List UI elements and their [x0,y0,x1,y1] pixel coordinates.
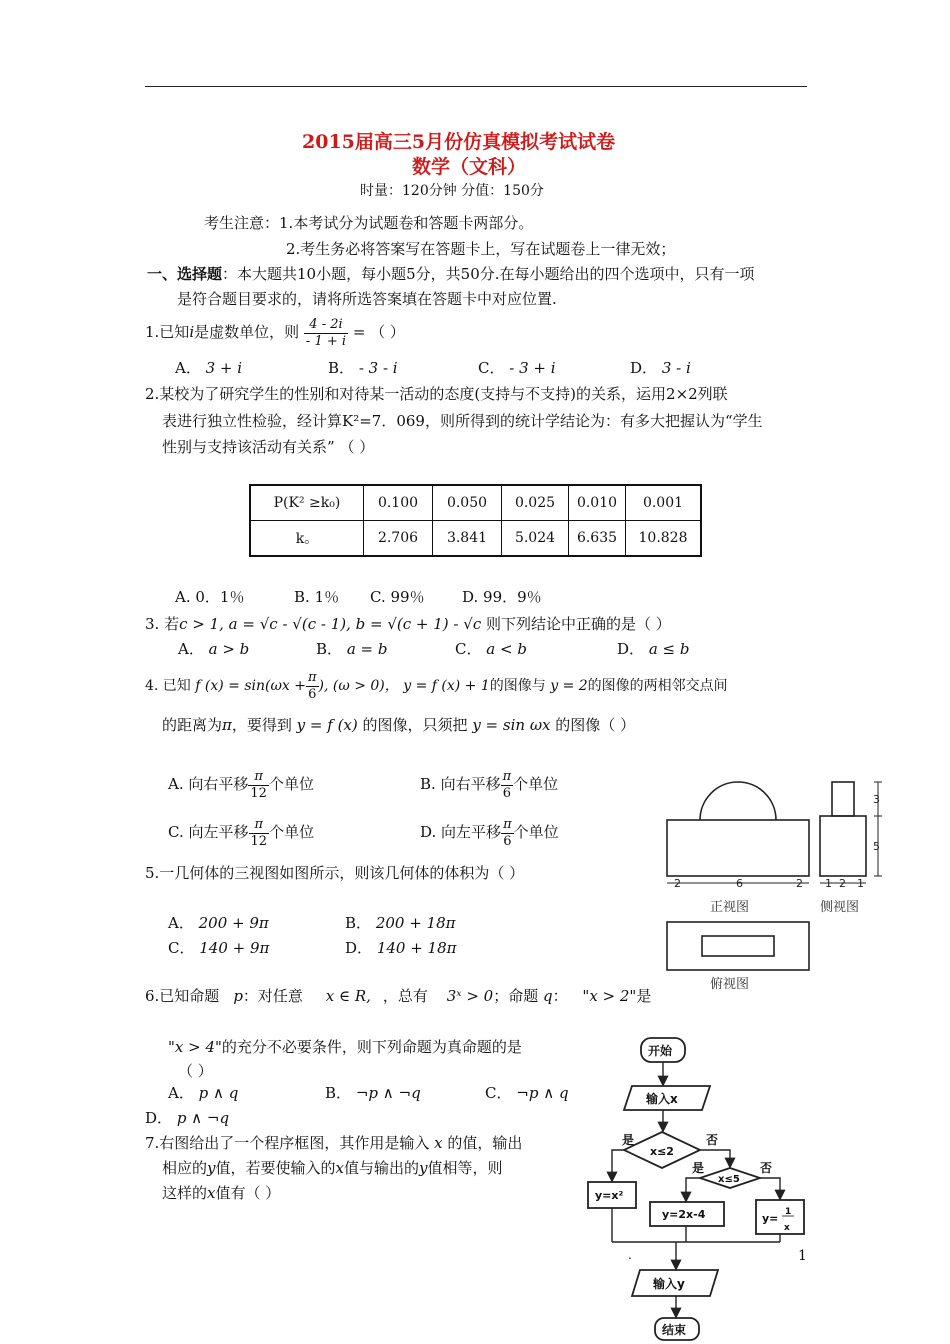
top-view-label: 俯视图 [710,977,750,992]
q6-option-d: D． p ∧ ¬q [145,1109,230,1127]
top-view-outer [667,922,809,970]
notice-1: 考生注意：1.本考试分为试题卷和答题卡两部分。 [204,214,534,232]
flow-box2-label: y=2x-4 [662,1208,706,1221]
exam-title: 2015届高三5月份仿真模拟考试试卷 [302,131,616,153]
table-row [250,485,701,521]
side-height-bottom: 5 [873,840,880,853]
flow-start-label: 开始 [648,1044,673,1058]
q4-option-c: C. 向左平移 $\frac{\pi}{12}$ 个单位 [168,816,315,849]
q1-stem: 1.已知i是虚数单位，则 $\frac{4 - 2i}{- 1 + i}$ = （ ） [145,316,405,349]
q5-stem: 5.一几何体的三视图如图所示，则该几何体的体积为（ ） [145,864,525,882]
table-row [250,521,701,557]
flow-cond2-label: x≤5 [718,1174,740,1185]
q3-option-d: D． a ≤ b [617,640,690,658]
top-view-inner [702,936,774,956]
page-number: 1 [798,1248,807,1264]
three-view-figure [660,772,890,1000]
front-dim-left: 2 [674,877,681,890]
q2-option-c: C. 99％ [370,588,425,606]
q2-option-b: B. 1％ [294,588,340,606]
flow-box3-den: x [784,1223,790,1233]
q2-line-2: 表进行独立性检验，经计算K²=7．069，则所得到的统计学结论为：有多大把握认为“学生 [162,412,763,430]
table-cell: 3.841 [433,521,502,557]
q2-option-d: D. 99．9％ [462,588,542,606]
table-cell: k。 [250,521,364,557]
flow-yes-2: 是 [692,1161,705,1175]
q6-stem: 6.已知命题 p：对任意 x ∈ R, ，总有 3ˣ > 0；命题 q： "x > 2"是 [145,987,652,1005]
flow-yes-1: 是 [622,1133,635,1147]
flow-box1-label: y=x² [595,1189,624,1202]
q3-option-b: B． a = b [316,640,388,658]
side-view-body [820,816,866,876]
side-height-top: 3 [873,793,880,806]
q4-stem: 4. 已知 f (x) = sin(ωx + $\frac{\pi}{6}$ ), (ω > 0)， y = f (x) + 1的图像与 y = 2的图像的两相邻交点间 [145,669,728,702]
table-cell: 0.001 [626,485,702,521]
table-cell: 0.100 [364,485,433,521]
q7-line-2: 相应的y值，若要使输入的x值与输出的y值相等，则 [162,1159,503,1177]
table-cell: 0.025 [502,485,569,521]
exam-time-info: 时量：120分钟 分值：150分 [360,183,544,199]
q6-stem-2: "x > 4"的充分不必要条件，则下列命题为真命题的是 [168,1038,522,1056]
section1-desc-2: 是符合题目要求的，请将所选答案填在答题卡中对应位置. [177,290,557,308]
q2-line-1: 2.某校为了研究学生的性别和对待某一活动的态度(支持与不支持)的关系，运用2×2列联 [145,385,728,403]
table-cell: 2.706 [364,521,433,557]
q6-paren: （ ） [178,1062,213,1080]
section1-desc: 一、选择题：本大题共10小题，每小题5分，共50分.在每小题给出的四个选项中，只有一项 [147,265,755,283]
flow-input-label: 输入x [646,1092,678,1106]
q1-option-b: B． - 3 - i [328,359,398,377]
side-dim-left: 1 [825,877,832,890]
q1-option-c: C． - 3 + i [478,359,556,377]
q2-option-a: A. 0．1％ [175,588,245,606]
flowchart [580,1030,810,1344]
q4-option-d: D. 向左平移 $\frac{\pi}{6}$ 个单位 [420,816,559,849]
footer-dot: . [628,1248,632,1262]
flow-no-1: 否 [706,1133,719,1147]
table-cell: 10.828 [626,521,702,557]
q4-option-a: A. 向右平移 $\frac{\pi}{12}$ 个单位 [168,768,314,801]
table-cell: 6.635 [569,521,626,557]
q5-option-d: D． 140 + 18π [345,939,457,957]
notice-2: 2.考生务必将答案写在答题卡上，写在试题卷上一律无效； [286,240,676,258]
front-view-dome [700,782,776,820]
table-cell: 5.024 [502,521,569,557]
side-view-label: 侧视图 [820,900,860,915]
q6-option-b: B． ¬p ∧ ¬q [325,1084,421,1102]
flow-box3-num: 1 [785,1207,792,1217]
table-cell: 0.010 [569,485,626,521]
q2-line-3: 性别与支持该活动有关系” （ ） [162,438,375,456]
flow-box3-label: y= [762,1212,779,1225]
flow-no-2: 否 [760,1161,773,1175]
q3-stem: 3. 若c > 1, a = √c - √(c - 1), b = √(c + 1) - √c 则下列结论中正确的是（ ） [145,615,671,633]
q1-option-a: A． 3 + i [175,359,243,377]
table-cell: 0.050 [433,485,502,521]
front-dim-mid: 6 [736,877,743,890]
q7-line-3: 这样的x值有（ ） [162,1184,281,1202]
q3-option-a: A． a > b [178,640,250,658]
flow-output-label: 输入y [653,1277,685,1291]
q5-option-b: B． 200 + 18π [345,914,456,932]
table-cell: P(K² ≥k₀) [250,485,364,521]
q6-option-a: A． p ∧ q [168,1084,239,1102]
q5-option-c: C． 140 + 9π [168,939,270,957]
front-dim-right: 2 [796,877,803,890]
q4-stem-2: 的距离为π，要得到 y = f (x) 的图像，只须把 y = sin ωx 的图像（ ） [162,716,636,734]
top-rule [145,86,807,87]
k-squared-table [249,484,702,557]
flow-cond1-label: x≤2 [650,1145,674,1158]
q3-option-c: C． a < b [455,640,527,658]
exam-subject: 数学（文科） [412,156,527,178]
q5-option-a: A． 200 + 9π [168,914,269,932]
q1-option-d: D． 3 - i [630,359,691,377]
flow-end-label: 结束 [662,1323,687,1337]
q4-option-b: B. 向右平移 $\frac{\pi}{6}$ 个单位 [420,768,559,801]
side-dim-right: 1 [857,877,864,890]
side-dim-mid: 2 [839,877,846,890]
front-view-label: 正视图 [710,900,750,915]
side-view-top [832,782,854,816]
front-view-body [667,820,809,876]
q7-line-1: 7.右图给出了一个程序框图，其作用是输入 x 的值，输出 [145,1134,523,1152]
q6-option-c: C． ¬p ∧ q [485,1084,569,1102]
